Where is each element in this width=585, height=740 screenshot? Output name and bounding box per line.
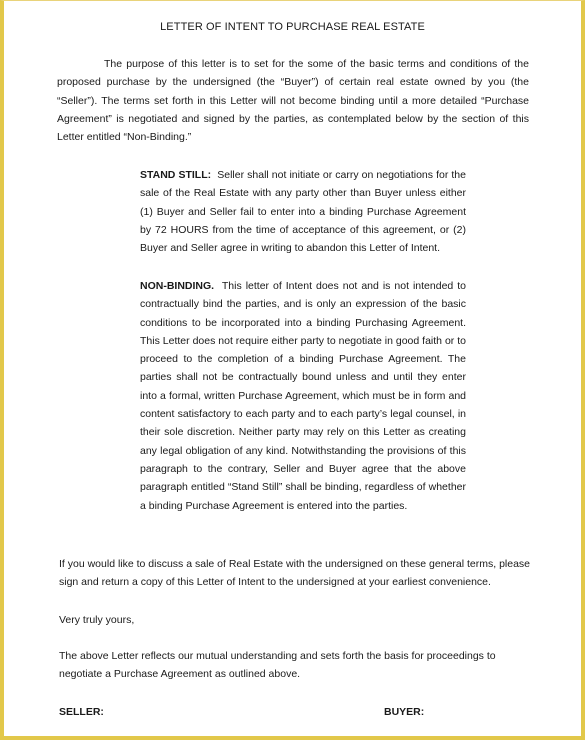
non-binding-text: This letter of Intent does not and is not intended to contractually bind the parties, and is only an expression of the basic conditions to be incorporated into a binding Purchasing Agreement. This Letter does not require either party to negotiate in good faith or to proceed to the completion of a binding Purchase Agreement. The parties shall not be contractually bound unless and until they enter into a formal, written Purchase Agreement, which must be in form and content satisfactory to each party and to each party’s legal counsel, in their sole discretion. Neither party may rely on this Letter as creating any legal obligation of any kind. Notwithstanding the provisions of this paragraph to the contrary, Seller and Buyer agree that the above paragraph entitled “Stand Still” shall be binding, regardless of whether a binding Purchase Agreement is entered into the parties. bbox=[140, 280, 466, 512]
non-binding-heading: NON-BINDING. bbox=[140, 280, 215, 292]
closing-line: Very truly yours, bbox=[59, 614, 135, 626]
stand-still-heading: STAND STILL: bbox=[140, 169, 212, 181]
discuss-paragraph: If you would like to discuss a sale of Real Estate with the undersigned on these general terms, please sign and return a copy of this Letter of Intent to the undersigned at your earliest convenience. bbox=[59, 558, 531, 589]
stand-still-text: Seller shall not initiate or carry on negotiations for the sale of the Real Estate with any party other than Buyer unless either (1) Buyer and Seller fail to enter into a binding Purchase Agreement by 72 HOURS from the time of acceptance of this agreement, or (2) Buyer and Seller agree in writing to abandon this Letter of Intent. bbox=[140, 169, 466, 255]
seller-signature-label: SELLER: bbox=[59, 706, 104, 718]
buyer-signature-label: BUYER: bbox=[384, 706, 425, 718]
mutual-understanding-paragraph: The above Letter reflects our mutual understanding and sets forth the basis for proceedings to negotiate a Purchase Agreement as outlined above. bbox=[59, 650, 496, 681]
intro-paragraph: The purpose of this letter is to set for the some of the basic terms and conditions of the proposed purchase by the undersigned (the “Buyer”) of certain real estate owned by you (the “Seller”). The terms set forth in this Letter will not become binding until a more detailed “Purchase Agreement” is negotiated and signed by the parties, as contemplated below by the section of this Letter entitled “Non-Binding.” bbox=[57, 58, 529, 144]
document-title: LETTER OF INTENT TO PURCHASE REAL ESTATE bbox=[160, 21, 425, 33]
